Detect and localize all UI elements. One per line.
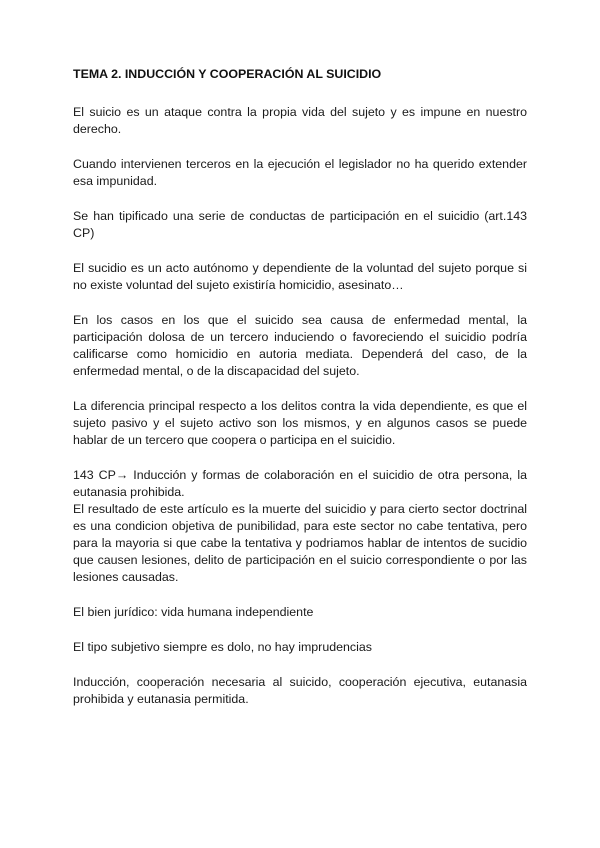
paragraph-art-143: Se han tipificado una serie de conductas de participación en el suicidio (art.143 CP) [73, 209, 527, 240]
paragraph-main-difference: La diferencia principal respecto a los delitos contra la vida dependiente, es que el sujeto pasivo y el sujeto activo son los mismos, y en algunos casos se puede hablar de un tercero que coopera o participa en el suicidio. [73, 399, 527, 447]
paragraph-mental-illness: En los casos en los que el suicido sea causa de enfermedad mental, la participación dolosa de un tercero induciendo o favoreciendo el suicidio podría calificarse como homicidio en autoria mediata. Dependerá del caso, de la enfermedad mental, o de la discapacidad del sujeto. [73, 313, 527, 378]
paragraph-conduct-list: Inducción, cooperación necesaria al suicido, cooperación ejecutiva, eutanasia prohibida y eutanasia permitida. [73, 675, 527, 706]
paragraph-third-parties: Cuando intervienen terceros en la ejecución el legislador no ha querido extender esa impunidad. [73, 157, 527, 188]
paragraph-legal-good: El bien jurídico: vida humana independiente [73, 605, 314, 619]
paragraph-subjective-type: El tipo subjetivo siempre es dolo, no hay imprudencias [73, 640, 372, 654]
document-page [73, 66, 527, 726]
paragraph-143-cp: 143 CP→ Inducción y formas de colaboración en el suicidio de otra persona, la eutanasia prohibida. [73, 468, 527, 499]
paragraph-autonomous-act: El sucidio es un acto autónomo y dependiente de la voluntad del sujeto porque si no existe voluntad del sujeto existiría homicidio, asesinato… [73, 261, 527, 292]
paragraph-result: El resultado de este artículo es la muerte del suicidio y para cierto sector doctrinal es una condicion objetiva de punibilidad, para este sector no cabe tentativa, pero para la mayoria si que cabe la tentativa y podriamos hablar de intentos de sucidio que causen lesiones, delito de participación en el suicio correspondiente o por las lesiones causadas. [73, 502, 527, 584]
paragraph-suicide-definition: El suicio es un ataque contra la propia vida del sujeto y es impune en nuestro derecho. [73, 105, 527, 136]
document-title: TEMA 2. INDUCCIÓN Y COOPERACIÓN AL SUICIDIO [73, 67, 382, 81]
